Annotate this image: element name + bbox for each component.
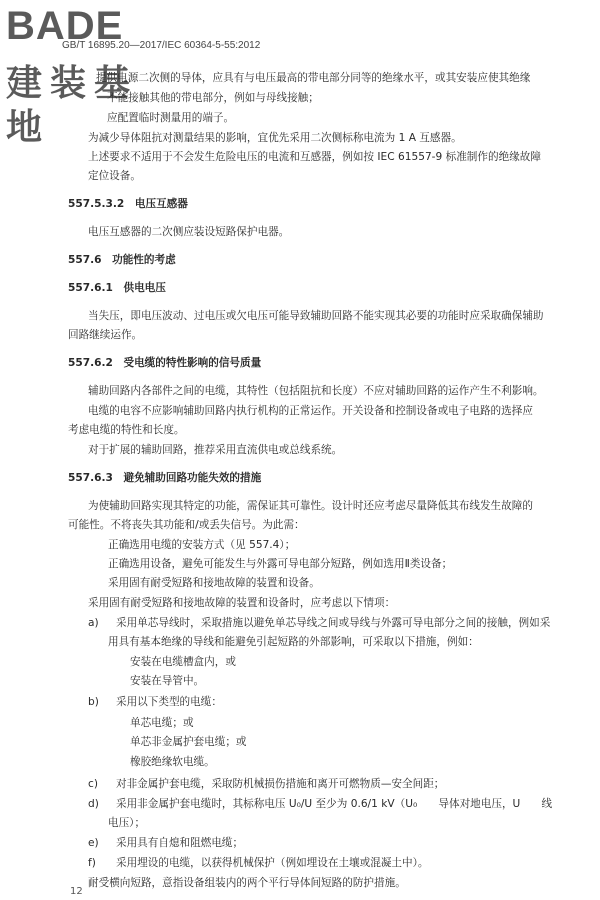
body-line: 用具有基本绝缘的导线和能避免引起短路的外部影响，可采取以下措施，例如： xyxy=(108,636,479,648)
body-line: 上述要求不适用于不会发生危险电压的电流和互感器，例如按 IEC 61557-9 标准制作的绝缘故障 xyxy=(88,151,541,163)
list-item: 橡胶绝缘软电缆。 xyxy=(130,756,215,768)
body-line: 回路继续运作。 xyxy=(68,329,143,341)
list-item: 安装在导管中。 xyxy=(130,675,205,687)
list-item: 安装在电缆槽盒内，或 xyxy=(130,656,236,668)
body-line: 可能性。不将丧失其功能和/或丢失信号。为此需： xyxy=(68,519,305,531)
section-heading: 557.6.2 受电缆的特性影响的信号质量 xyxy=(68,357,262,369)
body-line: 耐受横向短路，意指设备组装内的两个平行导体间短路的防护措施。 xyxy=(88,877,406,889)
list-marker: f) xyxy=(88,857,96,869)
list-item: 单芯电缆；或 xyxy=(130,717,194,729)
list-text: 采用以下类型的电缆： xyxy=(116,696,222,708)
body-line: 考虑电缆的特性和长度。 xyxy=(68,424,185,436)
list-item: 采用固有耐受短路和接地故障的装置和设备。 xyxy=(108,577,320,589)
list-item-b xyxy=(88,695,222,709)
body-line: 对于扩展的辅助回路，推荐采用直流供电或总线系统。 xyxy=(88,444,343,456)
list-text: 采用非金属护套电缆时，其标称电压 U₀/U 至少为 0.6/1 kV（U₀ 导体对地电压，U 线 xyxy=(116,798,553,810)
list-marker: e) xyxy=(88,837,99,849)
section-heading: 557.6.1 供电电压 xyxy=(68,282,166,294)
body-line: 电压）； xyxy=(108,817,146,829)
body-line: 电缆的电容不应影响辅助回路内执行机构的正常运作。开关设备和控制设备或电子电路的选择应 xyxy=(88,405,533,417)
list-item-c xyxy=(88,777,444,791)
list-text: 对非金属护套电缆，采取防机械损伤措施和离开可燃物质—安全间距； xyxy=(116,778,445,790)
standard-number-header: GB/T 16895.20—2017/IEC 60364-5-55:2012 xyxy=(62,40,261,51)
logo-latin-text: BADE xyxy=(6,4,124,48)
body-line: 应配置临时测量用的端子。 xyxy=(107,112,235,124)
list-item: 正确选用设备，避免可能发生与外露可导电部分短路，例如选用Ⅱ类设备； xyxy=(108,558,453,570)
list-text: 采用埋设的电缆，以获得机械保护（例如埋设在土壤或混凝土中）。 xyxy=(116,857,429,869)
list-text: 采用具有自熄和阻燃电缆； xyxy=(116,837,244,849)
list-marker: c) xyxy=(88,778,98,790)
body-line: 为减少导体阻抗对测量结果的影响，宜优先采用二次侧标称电流为 1 A 互感器。 xyxy=(88,132,462,144)
section-heading: 557.6.3 避免辅助回路功能失效的措施 xyxy=(68,472,262,484)
body-line: 当失压，即电压波动、过电压或欠电压可能导致辅助回路不能实现其必要的功能时应采取确保辅助 xyxy=(88,310,544,322)
body-line: 不能接触其他的带电部分，例如与母线接触； xyxy=(107,92,319,104)
list-marker: d) xyxy=(88,798,99,810)
list-marker: a) xyxy=(88,617,99,629)
list-item-f xyxy=(88,856,429,870)
section-heading: 557.6 功能性的考虑 xyxy=(68,254,176,266)
body-line: 提供电源二次侧的导体，应具有与电压最高的带电部分同等的绝缘水平，或其安装应使其绝缘 xyxy=(96,72,531,84)
body-line: 辅助回路内各部件之间的电缆，其特性（包括阻抗和长度）不应对辅助回路的运作产生不利影响。 xyxy=(88,385,544,397)
list-item: 正确选用电缆的安装方式（见 557.4）； xyxy=(108,539,296,551)
list-text: 采用单芯导线时，采取措施以避免单芯导线之间或导线与外露可导电部分之间的接触，例如采 xyxy=(116,617,551,629)
body-line: 定位设备。 xyxy=(88,170,141,182)
body-line: 采用固有耐受短路和接地故障的装置和设备时，应考虑以下情项： xyxy=(88,597,396,609)
section-heading: 557.5.3.2 电压互感器 xyxy=(68,198,188,210)
logo-chinese-text: 建装基地 xyxy=(6,63,139,148)
list-item: 单芯非金属护套电缆；或 xyxy=(130,736,247,748)
list-marker: b) xyxy=(88,696,99,708)
body-line: 电压互感器的二次侧应装设短路保护电器。 xyxy=(88,226,290,238)
body-line: 为使辅助回路实现其特定的功能，需保证其可靠性。设计时还应考虑尽量降低其布线发生故障的 xyxy=(88,500,533,512)
page-number: 12 xyxy=(70,886,83,897)
list-item-d xyxy=(88,797,552,811)
list-item-a xyxy=(88,616,550,630)
list-item-e xyxy=(88,836,243,850)
